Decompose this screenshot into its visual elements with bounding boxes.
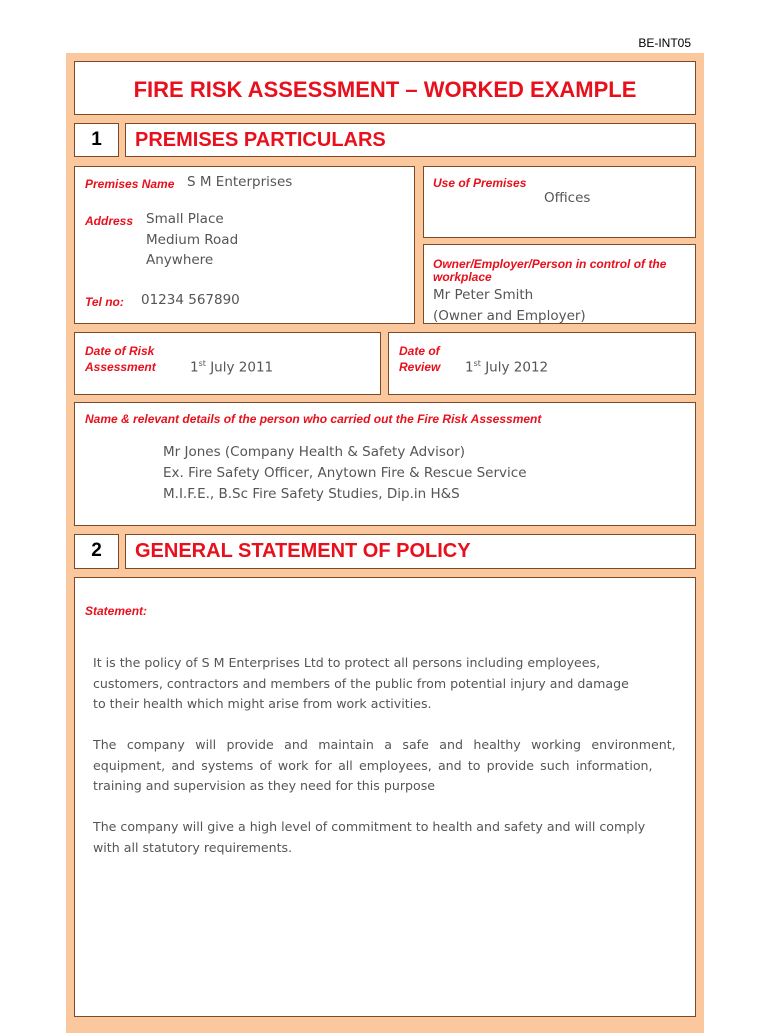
assessment-date-label-2: Assessment xyxy=(85,360,156,374)
statement-paragraph-2: The company will provide and maintain a safe and healthy working environment, equipment, and systems of work for all employees, and to provide such information, training and supervision as they need for this purpose xyxy=(93,737,676,793)
premises-details-box xyxy=(74,166,415,324)
tel-label: Tel no: xyxy=(85,295,124,309)
address-line-1: Small Place xyxy=(146,211,224,227)
address-label: Address xyxy=(85,214,134,228)
owner-label: Owner/Employer/Person in control of the workplace xyxy=(433,257,667,284)
statement-label: Statement: xyxy=(85,604,148,618)
statement-paragraph-3: The company will give a high level of commitment to health and safety and will comply with all statutory requirements. xyxy=(93,819,646,855)
review-date-box xyxy=(388,332,696,395)
owner-name: Mr Peter Smith xyxy=(433,287,534,303)
use-of-premises-box xyxy=(423,166,696,238)
section-1-number: 1 xyxy=(74,123,119,157)
assessor-line-1: Mr Jones (Company Health & Safety Advisor) xyxy=(163,444,466,460)
tel-value: 01234 567890 xyxy=(141,292,240,308)
statement-box xyxy=(74,577,696,1017)
assessment-date-box xyxy=(74,332,381,395)
assessor-line-2: Ex. Fire Safety Officer, Anytown Fire & Rescue Service xyxy=(163,465,527,481)
assessment-date-value: 1st July 2011 xyxy=(190,359,274,376)
document-title: FIRE RISK ASSESSMENT – WORKED EXAMPLE xyxy=(74,61,696,115)
use-of-premises-label: Use of Premises xyxy=(433,176,527,190)
section-2-number: 2 xyxy=(74,534,119,569)
review-date-label-2: Review xyxy=(399,360,441,374)
use-of-premises-value: Offices xyxy=(544,190,591,206)
document-reference: BE-INT05 xyxy=(638,36,691,50)
form-frame xyxy=(66,53,704,1033)
review-date-value: 1st July 2012 xyxy=(465,359,549,376)
owner-role: (Owner and Employer) xyxy=(433,308,586,324)
assessor-box xyxy=(74,402,696,526)
address-line-2: Medium Road xyxy=(146,232,239,248)
statement-paragraph-1: It is the policy of S M Enterprises Ltd to protect all persons including employees, customers, contractors and members of the public from potential injury and damage to their health which might arise from work activities. xyxy=(93,655,629,711)
assessor-label: Name & relevant details of the person who carried out the Fire Risk Assessment xyxy=(85,412,542,426)
section-1-title: PREMISES PARTICULARS xyxy=(125,123,696,157)
premises-name-value: S M Enterprises xyxy=(187,174,293,190)
section-2-title: GENERAL STATEMENT OF POLICY xyxy=(125,534,696,569)
premises-name-label: Premises Name xyxy=(85,177,175,191)
review-date-label-1: Date of xyxy=(399,344,440,358)
owner-box xyxy=(423,244,696,324)
assessment-date-label-1: Date of Risk xyxy=(85,344,155,358)
address-line-3: Anywhere xyxy=(146,252,214,268)
assessor-line-3: M.I.F.E., B.Sc Fire Safety Studies, Dip.in H&S xyxy=(163,486,460,502)
